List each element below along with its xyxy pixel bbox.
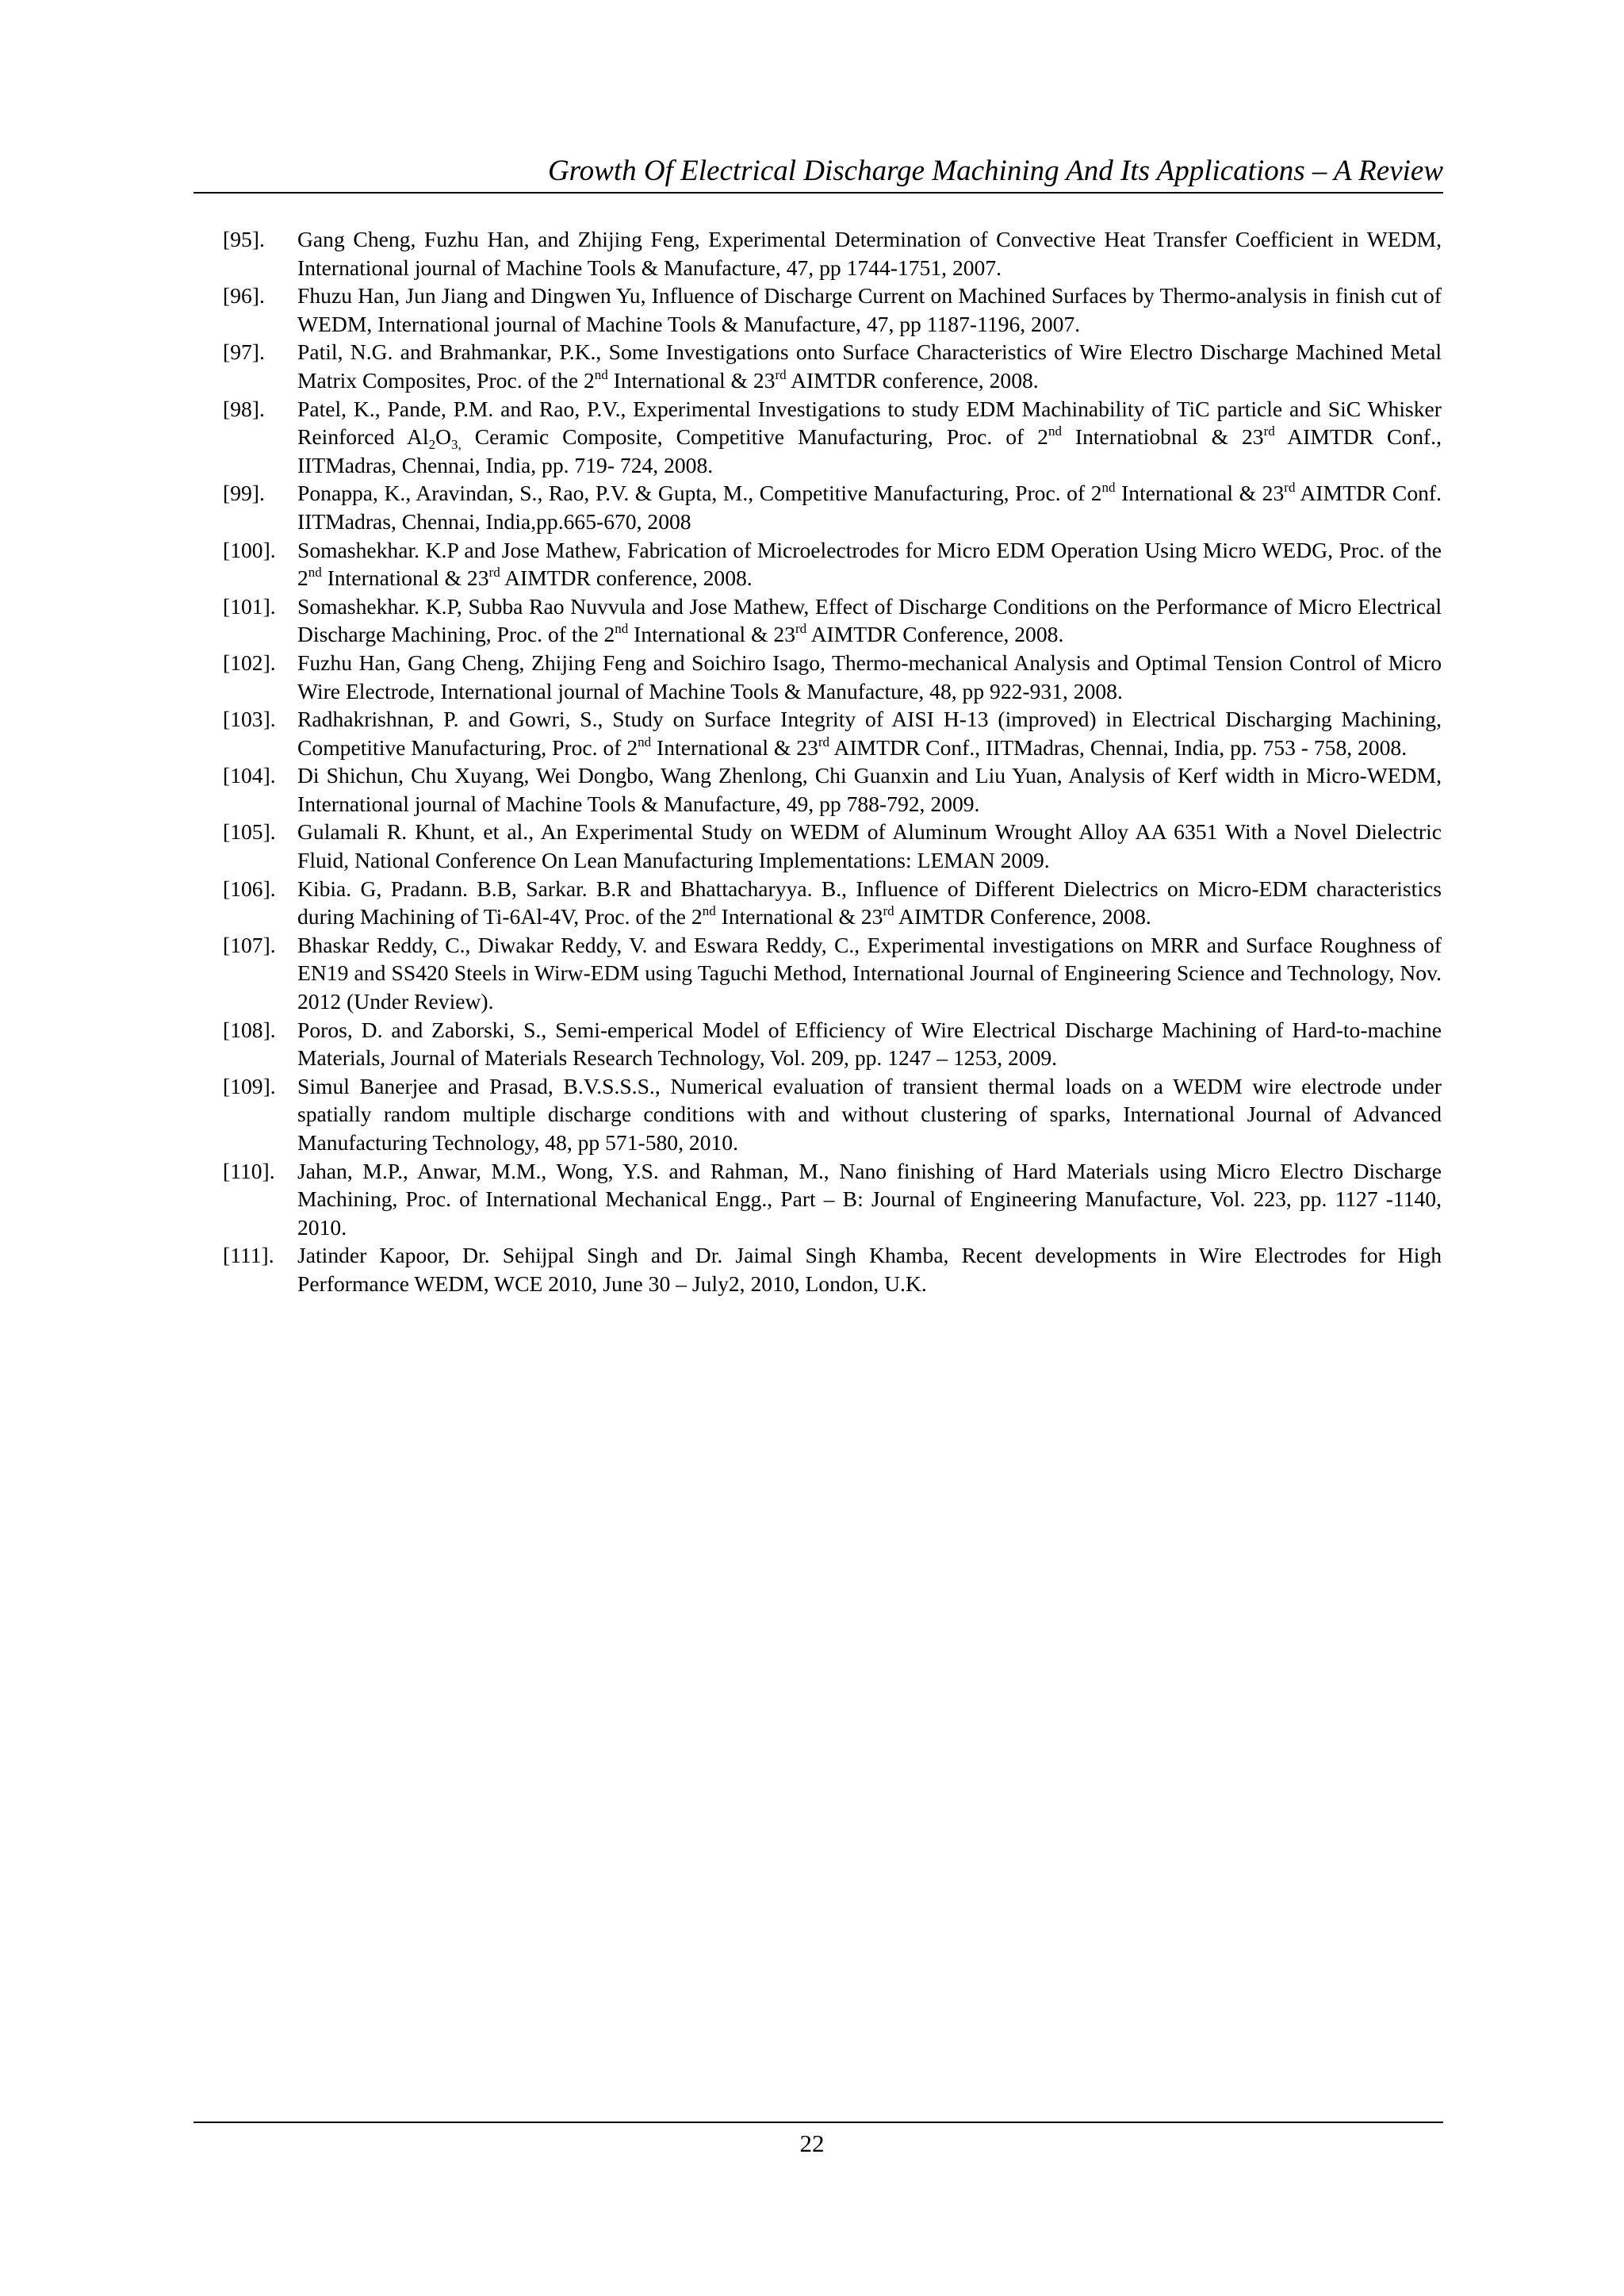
reference-text [297,875,1442,931]
reference-text-run: Fuzhu Han, Gang Cheng, Zhijing Feng and Soichiro Isago, Thermo-mechanical Analysis and Optimal Tension Control of Micro Wire Electrode, International journal of Machine Tools & Manufacture, 48, pp 922-931, 2008. [297,650,1442,703]
reference-text [297,1157,1442,1242]
reference-item [223,1016,1442,1072]
reference-text-run: AIMTDR Conf. IITMadras, Chennai, India,pp.665-670, 2008 [297,481,1442,534]
reference-text-run: Ceramic Composite, Competitive Manufacturing, Proc. of 2 [461,424,1048,450]
reference-text-run: O [435,424,452,450]
superscript: rd [1263,424,1275,439]
reference-text-run: International & 23 [651,734,818,760]
superscript: nd [1048,424,1062,439]
reference-text-run: Ponappa, K., Aravindan, S., Rao, P.V. & Gupta, M., Competitive Manufacturing, Proc. of 2 [297,481,1102,506]
page-number: 22 [799,2129,825,2157]
reference-text [297,225,1442,282]
reference-number: [108]. [223,1017,276,1042]
subscript: 2 [428,437,436,453]
subscript: 3, [451,437,462,453]
reference-number: [95]. [223,227,265,251]
reference-item [223,818,1442,874]
reference-item [223,761,1442,818]
reference-number: [98]. [223,396,265,421]
superscript: nd [1101,480,1116,496]
reference-text-run: Kibia. G, Pradann. B.B, Sarkar. B.R and Bhattacharyya. B., Influence of Different Dielectrics on Micro-EDM characteristics during Machining of Ti-6Al-4V, Proc. of the 2 [297,876,1442,930]
superscript: nd [638,734,652,749]
reference-item [223,282,1442,338]
reference-text-run: Di Shichun, Chu Xuyang, Wei Dongbo, Wang Zhenlong, Chi Guanxin and Liu Yuan, Analysis of Kerf width in Micro-WEDM, International journal of Machine Tools & Manufacture, 49, pp 788-792, 2009. [297,763,1442,816]
footer-rule [193,2122,1443,2123]
reference-text-run: Fhuzu Han, Jun Jiang and Dingwen Yu, Influence of Discharge Current on Machined Surfaces by Thermo-analysis in finish cut of WEDM, International journal of Machine Tools & Manufacture, 47, pp 1187-1196, 2007. [297,283,1442,336]
reference-text [297,931,1442,1016]
reference-number: [105]. [223,819,276,845]
reference-text-run: International & 23 [321,565,489,591]
page-header [193,151,1443,195]
reference-text [297,338,1442,394]
reference-text-run: International & 23 [1115,481,1285,506]
reference-text [297,592,1442,649]
superscript: nd [308,565,322,581]
reference-text-run: AIMTDR Conf., IITMadras, Chennai, India, pp. 753 - 758, 2008. [829,734,1408,760]
reference-text-run: Gulamali R. Khunt, et al., An Experimental Study on WEDM of Aluminum Wrought Alloy AA 6351 With a Novel Dielectric Fluid, National Conference On Lean Manufacturing Implementations: LEMAN 2009. [297,819,1442,873]
reference-number: [101]. [223,593,276,619]
reference-number: [106]. [223,876,276,901]
reference-text [297,282,1442,338]
reference-item [223,649,1442,705]
superscript: rd [883,903,894,919]
reference-number: [100]. [223,537,276,562]
reference-text-run: Poros, D. and Zaborski, S., Semi-emperical Model of Efficiency of Wire Electrical Discharge Machining of Hard-to-machine Materials, Journal of Materials Research Technology, Vol. 209, pp. 1247 – 1253, 2009. [297,1017,1442,1071]
reference-item [223,1157,1442,1242]
reference-text [297,479,1442,535]
reference-item [223,931,1442,1016]
reference-item [223,875,1442,931]
reference-item [223,536,1442,592]
reference-text-run: Simul Banerjee and Prasad, B.V.S.S.S., Numerical evaluation of transient thermal loads on a WEDM wire electrode under spatially random multiple discharge conditions with and without clustering of sparks, International Journal of Advanced Manufacturing Technology, 48, pp 571-580, 2010. [297,1073,1442,1155]
reference-item [223,1241,1442,1297]
reference-text-run: Gang Cheng, Fuzhu Han, and Zhijing Feng, Experimental Determination of Convective Heat Transfer Coefficient in WEDM, International journal of Machine Tools & Manufacture, 47, pp 1744-1751, 2007. [297,227,1442,280]
reference-text [297,1241,1442,1297]
reference-text-run: Internatiobnal & 23 [1061,424,1264,450]
reference-item [223,592,1442,649]
reference-number: [104]. [223,763,276,788]
reference-text-run: International & 23 [607,367,776,393]
reference-text-run: AIMTDR Conference, 2008. [806,622,1064,647]
reference-number: [110]. [223,1158,275,1183]
reference-number: [111]. [223,1243,274,1268]
reference-text [297,818,1442,874]
reference-item [223,225,1442,282]
reference-text-run: Patil, N.G. and Brahmankar, P.K., Some Investigations onto Surface Characteristics of Wire Electro Discharge Machined Metal Matrix Composites, Proc. of the 2 [297,339,1442,393]
superscript: rd [488,565,500,581]
superscript: rd [818,734,830,749]
reference-item [223,395,1442,480]
reference-text-run: AIMTDR conference, 2008. [500,565,753,591]
reference-text [297,1072,1442,1157]
reference-text-run: AIMTDR Conf., IITMadras, Chennai, India, pp. 719- 724, 2008. [297,424,1442,477]
reference-text-run: AIMTDR conference, 2008. [786,367,1039,393]
reference-text-run: International & 23 [715,904,883,930]
reference-text [297,1016,1442,1072]
reference-text-run: Somashekhar. K.P and Jose Mathew, Fabrication of Microelectrodes for Micro EDM Operation Using Micro WEDG, Proc. of the 2 [297,537,1442,591]
superscript: nd [594,366,608,382]
superscript: nd [615,621,629,637]
reference-text-run: Patel, K., Pande, P.M. and Rao, P.V., Experimental Investigations to study EDM Machinability of TiC particle and SiC Whisker Reinforced Al [297,396,1442,450]
reference-item [223,479,1442,535]
reference-item [223,338,1442,394]
reference-text-run: Radhakrishnan, P. and Gowri, S., Study on Surface Integrity of AISI H-13 (improved) in Electrical Discharging Machining, Competitive Manufacturing, Proc. of 2 [297,707,1442,760]
reference-text [297,395,1442,480]
reference-list [223,225,1442,1298]
running-title: Growth Of Electrical Discharge Machining And Its Applications – A Review [547,155,1443,187]
superscript: nd [702,903,716,919]
reference-number: [109]. [223,1073,276,1098]
reference-text [297,705,1442,761]
superscript: rd [775,366,787,382]
reference-item [223,705,1442,761]
superscript: rd [1284,480,1296,496]
reference-text-run: AIMTDR Conference, 2008. [894,904,1151,930]
reference-number: [99]. [223,481,265,506]
reference-text-run: International & 23 [628,622,796,647]
reference-text [297,536,1442,592]
reference-text-run: Jahan, M.P., Anwar, M.M., Wong, Y.S. and Rahman, M., Nano finishing of Hard Materials using Micro Electro Discharge Machining, Proc. of International Mechanical Engg., Part – B: Journal of Engineering Manufacture, Vol. 223, pp. 1127 -1140, 2010. [297,1158,1442,1240]
reference-item [223,1072,1442,1157]
reference-number: [103]. [223,707,276,732]
superscript: rd [795,621,807,637]
reference-text-run: Jatinder Kapoor, Dr. Sehijpal Singh and Dr. Jaimal Singh Khamba, Recent developments in Wire Electrodes for High Performance WEDM, WCE 2010, June 30 – July2, 2010, London, U.K. [297,1243,1442,1296]
reference-number: [107]. [223,932,276,957]
reference-number: [97]. [223,339,265,365]
reference-number: [96]. [223,283,265,309]
reference-text [297,761,1442,818]
reference-text-run: Somashekhar. K.P, Subba Rao Nuvvula and Jose Mathew, Effect of Discharge Conditions on the Performance of Micro Electrical Discharge Machining, Proc. of the 2 [297,593,1442,647]
reference-text [297,649,1442,705]
header-rule [193,192,1443,194]
reference-number: [102]. [223,650,276,675]
reference-text-run: Bhaskar Reddy, C., Diwakar Reddy, V. and Eswara Reddy, C., Experimental investigations on MRR and Surface Roughness of EN19 and SS420 Steels in Wirw-EDM using Taguchi Method, International Journal of Engineering Science and Technology, Nov. 2012 (Under Review). [297,932,1442,1014]
